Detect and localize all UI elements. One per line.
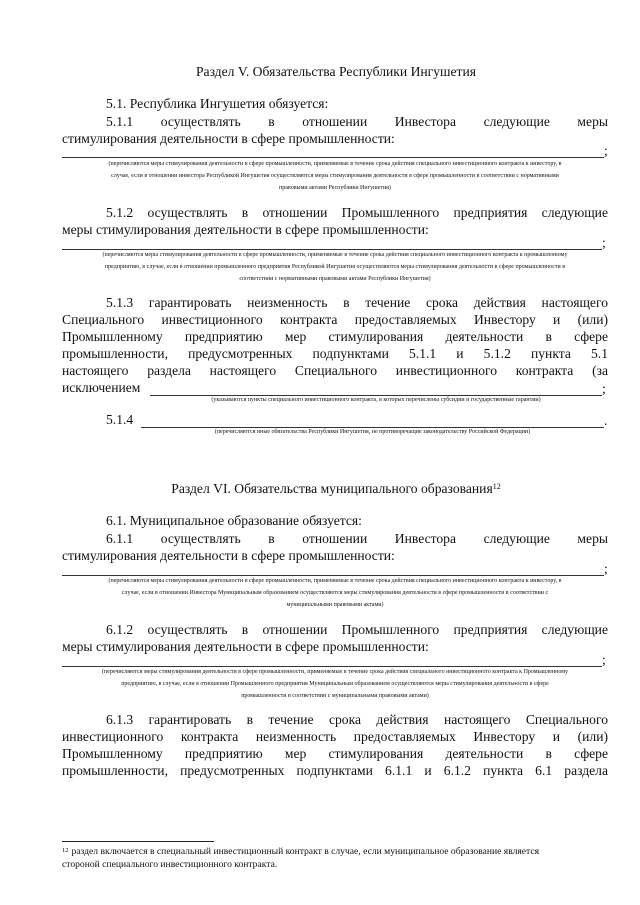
paragraph-6-1: 6.1. Муниципальное образование обязуется:: [106, 513, 362, 528]
footnote-number: 12: [62, 847, 69, 854]
fill-in-line: [62, 157, 604, 158]
hint-5-1-1-line3: правовыми актами Республики Ингушетия): [279, 185, 391, 191]
paragraph-5-1-2-line2: меры стимулирования деятельности в сфере промышленности:: [62, 222, 429, 237]
semicolon: ;: [604, 561, 608, 576]
paragraph-5-1: 5.1. Республика Ингушетия обязуется:: [106, 96, 329, 111]
paragraph-6-1-2-line2: меры стимулирования деятельности в сфере промышленности:: [62, 639, 429, 654]
period: .: [604, 413, 608, 428]
paragraph-5-1-3-line5: настоящего раздела настоящего Специального инвестиционного контракта (за: [62, 363, 608, 378]
hint-5-1-3: (указываются пункты специального инвестиционного контракта, в которых перечислены субсидии и государственные гарантии): [211, 397, 541, 403]
hint-5-1-4: (перечисляются иные обязательства Республики Ингушетия, не противоречащие законодательству Российской Федерации): [214, 429, 531, 435]
section-6-title: Раздел VI. Обязательства муниципального образования$^{12}$: [171, 481, 501, 496]
paragraph-5-1-1-line2: стимулирования деятельности в сфере промышленности:: [62, 131, 395, 146]
semicolon: ;: [602, 652, 606, 667]
hint-6-1-2-line1: (перечисляются меры стимулирования деятельности в сфере промышленности, применяемые в течение срока действия специального инвестиционного контракта к Промышленному: [101, 669, 568, 675]
hint-5-1-1-line2: случае, если в отношении инвестора Республикой Ингушетия осуществляются меры стимулирования деятельности в сфере промышленности в соответствии с нормативными: [111, 173, 559, 179]
paragraph-6-1-3-line2: инвестиционного контракта неизменность предоставляемых Инвестору и (или): [62, 729, 608, 744]
footnote-ref: 12: [492, 482, 501, 491]
hint-6-1-2-line2: предприятию, в случае, если в отношении Промышленного предприятия Муниципальным образованием осуществляются меры стимулирования деятельности в сфере: [121, 681, 549, 687]
section-5-title: Раздел V. Обязательства Республики Ингушетия: [195, 64, 477, 79]
hint-6-1-2-line3: промышленности в соответствии с муниципальными правовыми актами): [241, 693, 429, 699]
semicolon: ;: [602, 235, 606, 250]
paragraph-6-1-1-line1: 6.1.1 осуществлять в отношении Инвестора следующие меры: [106, 531, 608, 546]
paragraph-6-1-2-line1: 6.1.2 осуществлять в отношении Промышленного предприятия следующие: [106, 622, 608, 637]
paragraph-6-1-3-line1: 6.1.3 гарантировать в течение срока действия настоящего Специального: [106, 712, 608, 727]
paragraph-5-1-2-line1: 5.1.2 осуществлять в отношении Промышленного предприятия следующие: [106, 205, 608, 220]
footnote-line1: $^{12}$ раздел включается в специальный инвестиционный контракт в случае, если муниципальное образование является: [62, 846, 540, 857]
paragraph-6-1-3-line4: промышленности, предусмотренных подпунктами 6.1.1 и 6.1.2 пункта 6.1 раздела: [62, 763, 608, 778]
hint-5-1-1-line1: (перечисляются меры стимулирования деятельности в сфере промышленности, применяемые в течение срока действия специального инвестиционного контракта к инвестору, в: [108, 161, 562, 167]
paragraph-5-1-3-line2: Специального инвестиционного контракта предоставляемых Инвестору и (или): [62, 312, 608, 327]
paragraph-5-1-3-line6: исключением: [62, 380, 141, 395]
paragraph-5-1-3-line3: Промышленному предприятию мер стимулирования деятельности в сфере: [62, 329, 608, 344]
hint-5-1-2-line1: (перечисляются меры стимулирования деятельности в сфере промышленности, применяемые в течение срока действия специального инвестиционного контракта к промышленному: [102, 252, 568, 258]
paragraph-6-1-3-line3: Промышленному предприятию мер стимулирования деятельности в сфере: [62, 746, 608, 761]
hint-6-1-1-line3: муниципальными правовыми актами): [286, 602, 384, 608]
hint-6-1-1-line2: случае, если в отношении Инвестора Муниципальным образованием осуществляются меры стимулирования деятельности в сфере промышленности в соответствии с: [121, 590, 549, 596]
footnote-line2: стороной специального инвестиционного контракта.: [62, 859, 278, 870]
hint-5-1-2-line2: предприятию, в случае, если в отношении промышленного предприятия Республикой Ингушетия осуществляются меры стимулирования деятельности в сфере промышленности в: [104, 264, 566, 270]
semicolon: ;: [604, 143, 608, 158]
footnote-separator: [62, 841, 214, 842]
paragraph-5-1-1-line1: 5.1.1 осуществлять в отношении Инвестора следующие меры: [106, 114, 608, 129]
paragraph-5-1-4: 5.1.4: [106, 412, 134, 427]
paragraph-5-1-3-line4: промышленности, предусмотренных подпунктами 5.1.1 и 5.1.2 пункта 5.1: [62, 346, 608, 361]
paragraph-6-1-1-line2: стимулирования деятельности в сфере промышленности:: [62, 548, 395, 563]
hint-6-1-1-line1: (перечисляются меры стимулирования деятельности в сфере промышленности, применяемые в течение срока действия специального инвестиционного контракта к инвестору, в: [108, 578, 562, 584]
semicolon: ;: [602, 381, 606, 396]
paragraph-5-1-3-line1: 5.1.3 гарантировать неизменность в течение срока действия настоящего: [106, 295, 608, 310]
hint-5-1-2-line3: соответствии с нормативными правовыми актами Республики Ингушетия): [239, 276, 431, 282]
